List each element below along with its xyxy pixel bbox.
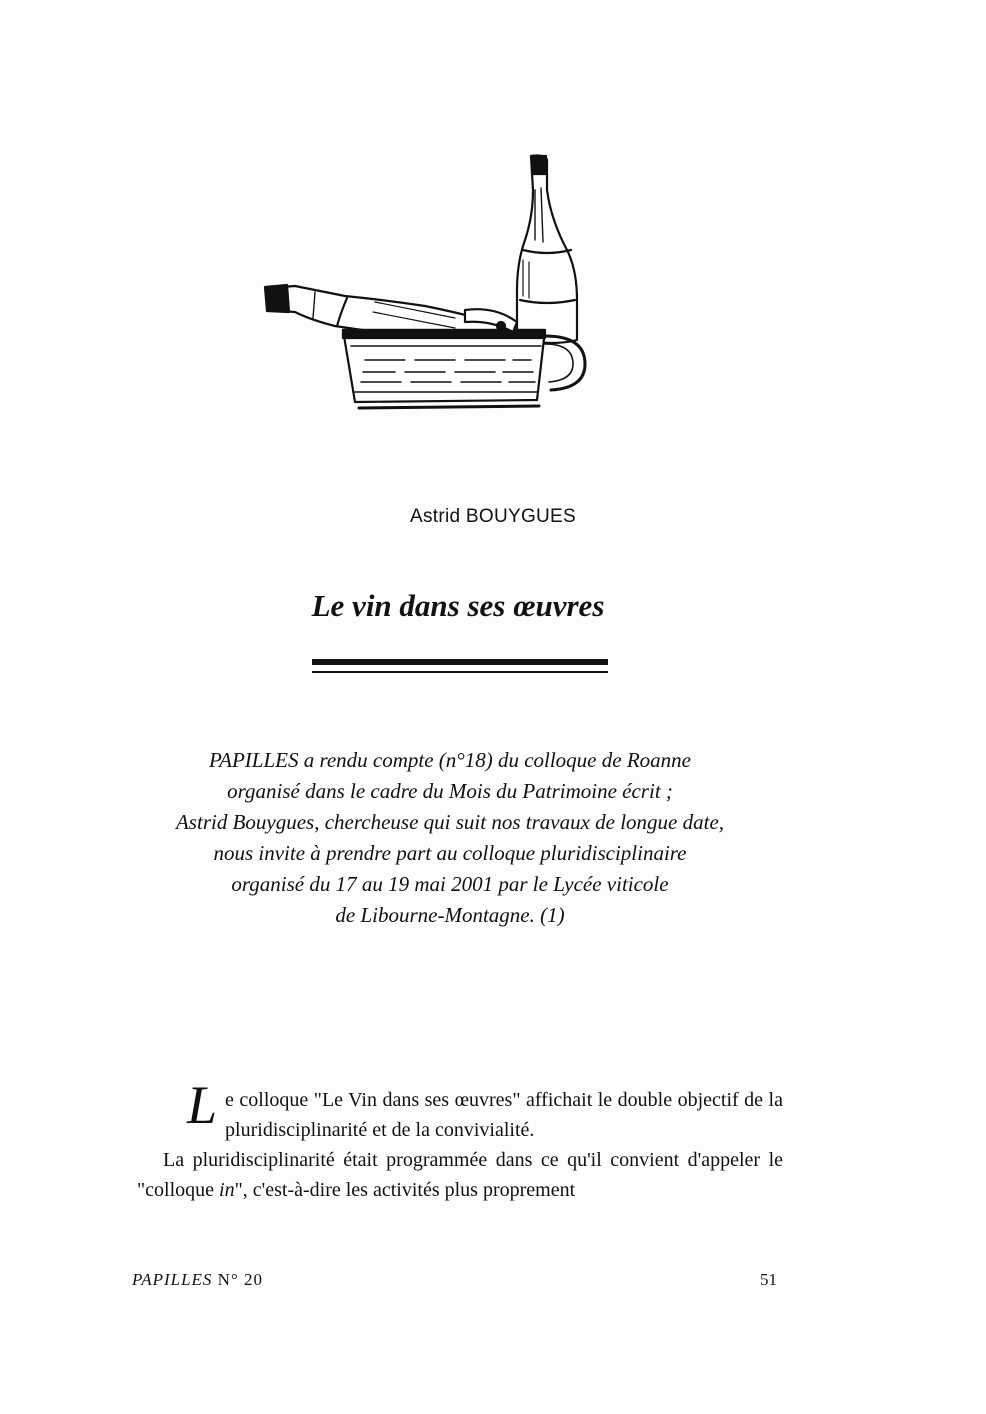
footer-publication-name: PAPILLES <box>132 1270 213 1289</box>
article-body <box>137 1075 783 1205</box>
article-title: Le vin dans ses œuvres <box>311 588 605 623</box>
body-paragraph-2-start: La pluridisciplinarité était programmée dans ce qu'il convient d'appeler le "colloque <box>137 1149 783 1201</box>
footer-issue: N° 20 <box>217 1270 263 1289</box>
footer-publication <box>132 1270 263 1290</box>
title-rule-thick <box>312 659 608 665</box>
intro-line: PAPILLES a rendu compte (n°18) du colloque de Roanne <box>209 748 691 772</box>
body-paragraph-2 <box>137 1145 783 1205</box>
body-paragraph-2-end: ", c'est-à-dire les activités plus proprement <box>234 1179 576 1201</box>
body-paragraph-1-text: e colloque "Le Vin dans ses œuvres" affichait le double objectif de la pluridisciplinarité et de la convivialité. <box>225 1089 783 1141</box>
intro-line: organisé dans le cadre du Mois du Patrimoine écrit ; <box>227 779 673 803</box>
intro-line: Astrid Bouygues, chercheuse qui suit nos travaux de longue date, <box>175 810 725 834</box>
intro-line: organisé du 17 au 19 mai 2001 par le Lycée viticole <box>231 872 669 896</box>
title-rule-thin <box>312 671 608 673</box>
drop-cap: L <box>187 1075 218 1135</box>
body-italic-word: in <box>219 1179 235 1201</box>
wine-basket-illustration <box>255 150 595 415</box>
intro-line: de Libourne-Montagne. (1) <box>335 903 565 927</box>
author-name: Astrid BOUYGUES <box>409 506 577 527</box>
intro-line: nous invite à prendre part au colloque pluridisciplinaire <box>213 841 687 865</box>
body-paragraph-1 <box>137 1075 783 1145</box>
intro-paragraph <box>100 745 800 931</box>
page-number: 51 <box>760 1270 777 1289</box>
